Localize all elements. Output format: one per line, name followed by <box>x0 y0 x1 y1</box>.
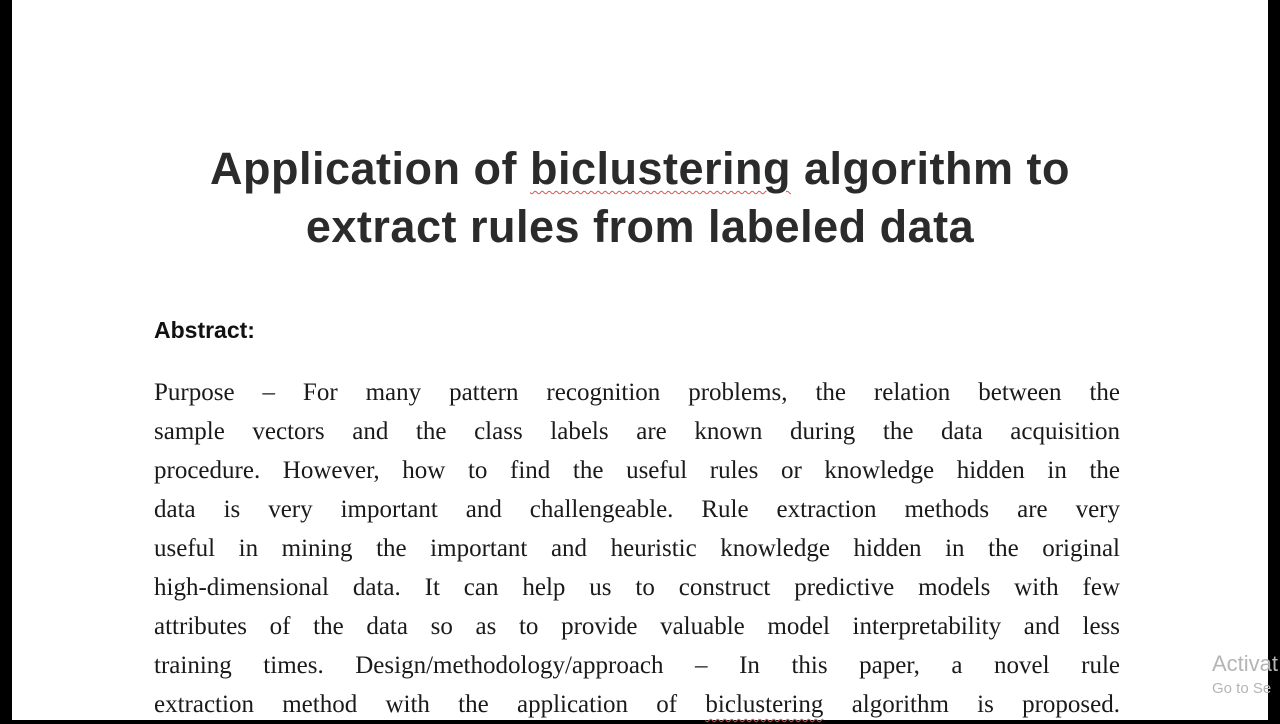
abstract-line: sample vectors and the class labels are known during the data acquisition <box>154 418 1120 445</box>
abstract-line: data is very important and challengeable. Rule extraction methods are very <box>154 496 1120 523</box>
activation-watermark <box>1212 650 1278 700</box>
paper-title <box>12 140 1268 256</box>
abstract-line: Purpose – For many pattern recognition problems, the relation between the <box>154 379 1120 406</box>
abstract-body <box>154 373 1120 724</box>
watermark-line-2: Go to Se <box>1212 680 1272 697</box>
abstract-heading: Abstract: <box>154 317 255 343</box>
title-line-2: extract rules from labeled data <box>305 201 975 252</box>
abstract-line-last: extraction method with the application of biclustering algorithm is proposed. <box>154 691 1121 718</box>
abstract-line: useful in mining the important and heuristic knowledge hidden in the original <box>154 535 1120 562</box>
abstract-line: attributes of the data so as to provide valuable model interpretability and less <box>154 613 1120 640</box>
spellcheck-word: biclustering <box>705 691 824 718</box>
watermark-line-1: Activat <box>1212 651 1279 676</box>
abstract-line: high-dimensional data. It can help us to construct predictive models with few <box>154 574 1120 601</box>
document-page <box>12 0 1279 720</box>
abstract-line: training times. Design/methodology/approach – In this paper, a novel rule <box>154 652 1120 679</box>
abstract-line: procedure. However, how to find the useful rules or knowledge hidden in the <box>154 457 1120 484</box>
spellcheck-word: biclustering <box>529 143 792 194</box>
title-line-1: Application of biclustering algorithm to <box>209 143 1070 194</box>
